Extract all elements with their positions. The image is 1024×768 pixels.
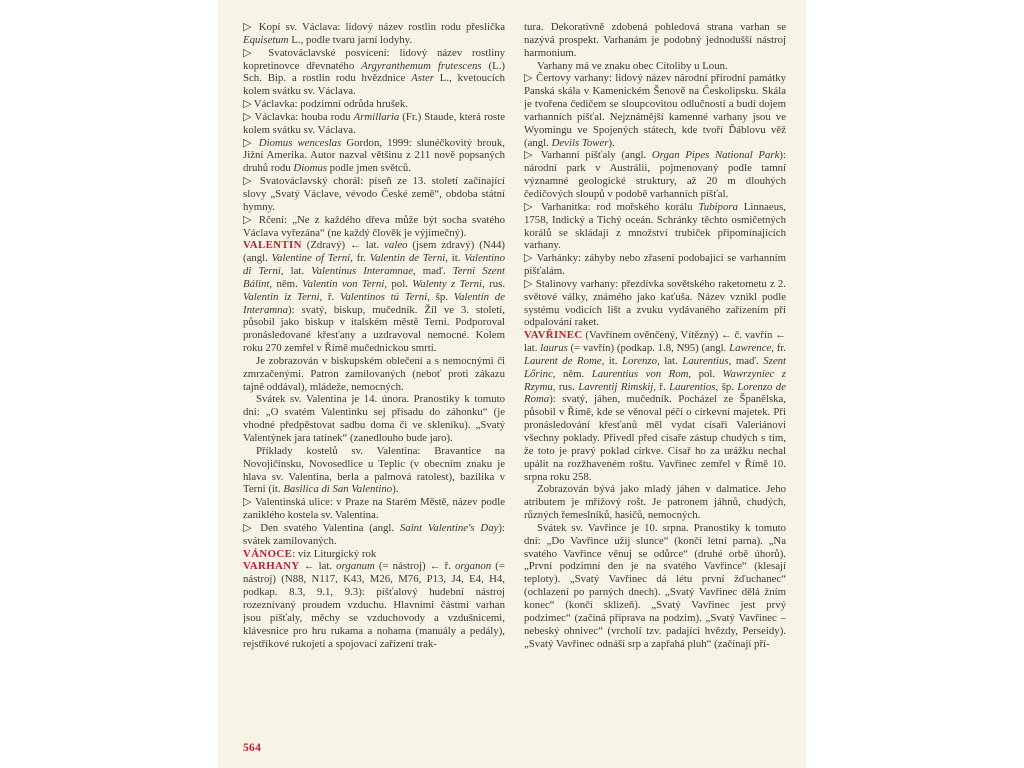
text-run: laurus — [540, 342, 568, 355]
text-run: ). — [392, 483, 399, 496]
text-run: ▷ Kopí sv. Václava: lidový název rostlin rodu přeslička — [243, 21, 505, 33]
text-run: ▷ Stalinovy varhany: přezdívka sovětského raketometu z 2. světové války, známého jako kaťuša. Název vznikl podle systému vodicích lišt a zvuku vydávaného zařízením při odpalování raket. — [524, 277, 786, 329]
paragraph — [524, 278, 786, 329]
paragraph — [524, 21, 786, 60]
paragraph — [243, 175, 505, 214]
paragraph — [524, 522, 786, 650]
text-run: Valentín de Interamna — [243, 290, 505, 316]
text-run: Je zobrazován v biskupském oblečení a s nemocnými či zmrzačenými. Patron zamilovaných (neboť proti zákazu tajně oddával), mládeže, nemocných. — [243, 354, 505, 393]
text-run: (Fr.) Staude, která roste kolem svátku sv. Václava. — [243, 110, 505, 136]
text-run: , lat. — [280, 265, 312, 278]
text-run: , fr. — [771, 342, 786, 355]
text-run: ← lat. — [299, 560, 337, 573]
paragraph — [524, 72, 786, 149]
text-run: ▷ — [243, 136, 259, 149]
text-run: Lorenzo de Roma — [524, 380, 786, 406]
book-page — [218, 0, 806, 768]
text-run: Valentin de Terni — [369, 252, 446, 265]
text-run: ): svatý, biskup, mučedník. Žil ve 3. století, působil jako biskup v italském městě Terni. Podporoval pronásledované křesťany a uzdravoval nemocné. Kolem roku 270 zemřel v Římě mučednickou smrtí. — [243, 303, 505, 355]
text-run: Lorenzo — [622, 354, 658, 367]
paragraph — [243, 445, 505, 496]
text-run: Linnaeus, 1758, Indický a Tichý oceán. Schránky těchto osmičetných korálů se skládají z množství trubiček připomínajících varhany. — [524, 200, 786, 252]
text-run: , ř. — [319, 290, 340, 303]
text-column-left — [243, 21, 505, 743]
text-run: , rus. — [552, 380, 579, 393]
text-run: Valentin iz Terni — [243, 290, 320, 303]
text-run: ▷ Václavka: podzimní odrůda hrušek. — [243, 98, 408, 111]
text-content — [243, 21, 786, 743]
paragraph — [243, 137, 505, 176]
text-run: Laurentius — [682, 354, 729, 367]
text-run: ): národní park v Austrálii, pojmenovaný podle tamní významné geologické struktury, až 20 m dlouhých čedičových sloupů v podobě varhanních píšťal. — [524, 149, 786, 200]
text-run: Zobrazován bývá jako mladý jáhen v dalmatice. Jeho atributem je mřížový rošt. Je patronem jáhnů, chudých, různých řemeslníků, hasičů, nemocných. — [524, 483, 786, 522]
paragraph — [524, 149, 786, 200]
text-run: Wawrzyniec z Rzymu — [524, 367, 786, 393]
text-run: , maď. — [728, 354, 764, 367]
text-run: , pol. — [384, 277, 413, 290]
paragraph — [524, 201, 786, 252]
paragraph — [243, 522, 505, 548]
paragraph — [243, 355, 505, 394]
entry-headword: VÁNOCE — [243, 547, 293, 560]
paragraph — [524, 329, 786, 483]
paragraph — [243, 496, 505, 522]
text-run: Basilica di San Valentino — [283, 483, 393, 496]
text-run: Lawrence — [729, 342, 772, 355]
text-run: ▷ Valentinská ulice: v Praze na Starém Městě, název podle zaniklého kostela sv. Valentina. — [243, 496, 505, 522]
text-run: ▷ Čertovy varhany: lidový název národní přírodní památky Panská skála v Kamenickém Šenově na Českolipsku. Skála je tvořena čedičem se sloupcovitou odlučností a budí dojem varhanních píšťal. Nejznámější kamenné varhany jsou ve Wyomingu ve Spojených státech, kde tvoří Ďáblovu věž (angl. — [524, 72, 786, 149]
text-run: Saint Valentine's Day — [399, 521, 499, 534]
text-run: Walenty z Terni — [412, 277, 483, 290]
text-run: Valentino di Terni — [243, 252, 505, 278]
paragraph — [524, 60, 786, 73]
text-run: Argyranthemum frutescens — [361, 59, 482, 72]
text-run: ▷ Varhanní píšťaly (angl. — [524, 149, 652, 162]
text-run: Armillaria — [353, 110, 400, 123]
text-run: , šp. — [427, 290, 454, 303]
text-run: Equisetum — [243, 33, 289, 46]
paragraph — [243, 393, 505, 444]
text-run: , ř. — [653, 380, 670, 393]
text-run: Lavrentij Rimskij — [578, 380, 654, 393]
text-run: Szent Lőrinc — [524, 354, 786, 380]
text-run: , pol. — [688, 367, 723, 380]
text-run: Diomus wenceslas — [258, 136, 342, 149]
paragraph — [243, 21, 505, 47]
text-run: Valentin von Terni — [302, 277, 385, 290]
text-run: , it. — [601, 354, 623, 367]
text-run: , šp. — [715, 380, 738, 393]
text-run: , maď. — [413, 265, 453, 278]
text-run: (Vavřínem ověnčený, Vítězný) ← č. vavřín ← lat. — [524, 329, 786, 355]
text-run: ▷ Varhánky: záhyby nebo zřasení podobající se varhanním píšťalám. — [524, 252, 786, 278]
text-run: L., kvetoucích kolem svátku sv. Václava. — [243, 72, 505, 98]
entry-headword: VAVŘINEC — [524, 329, 583, 342]
text-run: ). — [608, 136, 615, 149]
paragraph — [243, 98, 505, 111]
paragraph — [524, 483, 786, 522]
text-run: Organ Pipes National Park — [651, 149, 780, 162]
text-run: ▷ Varhanitka: rod mořského korálu — [524, 200, 699, 213]
text-run: tura. Dekorativně zdobená pohledová strana varhan se nazývá prospekt. Varhanám je podobný jednodušší nástroj harmonium. — [524, 21, 786, 59]
text-run: L., podle tvaru jarní lodyhy. — [288, 33, 413, 46]
text-run: : viz Liturgický rok — [292, 547, 377, 560]
text-run: (jsem zdravý) (N44) (angl. — [243, 239, 505, 265]
text-run: Diomus — [293, 162, 327, 175]
text-run: (Zdravý) ← lat. — [301, 239, 385, 252]
text-run: Svátek sv. Vavřince je 10. srpna. Pranostiky k tomuto dni: „Do Vavřince užij slunce“ (končí letní parna). „Na svatého Vavřince věnuj se odůrce“ (druhé orbě úhorů). „První podzimní den je na svatého Vavřince“ (klesají teploty). „Svatý Vavřinec dá létu první žďuchanec“ (ochlazení po parných dnech). „Svatý Vavřinec dělá žním konec“ (končí sklizeň). „Svatý Vavřinec jest prvý podzimec“ (začíná příprava na podzim). „Svatý Vavřinec – nebeský ohnivec“ (vrcholí tzv. padající hvězdy, Perseidy). „Svatý Vavřinec odnáší srp a zapřahá pluh“ (začínají pří- — [524, 521, 786, 650]
text-run: Aster — [411, 72, 434, 85]
paragraph — [524, 252, 786, 278]
text-run: , rus. — [482, 277, 505, 290]
text-run: valeo — [384, 239, 408, 252]
entry-headword: VARHANY — [243, 560, 300, 573]
text-run: Laurent de Rome — [524, 354, 602, 367]
text-run: Gordon, 1999: slunéčkovitý brouk, Jižní Amerika. Autor nazval většinu z 211 nově popsaných druhů rodu — [243, 136, 505, 175]
text-run: ▷ Svatováclavské posvícení: lidový název rostliny kopretinovce dřevnatého — [243, 46, 505, 72]
text-run: organum — [336, 560, 375, 573]
paragraph — [243, 560, 505, 650]
text-run: Terni Szent Bálint — [243, 265, 505, 290]
text-run: (L.) Sch. Bip. a rostlin rodu hvězdnice — [243, 59, 505, 85]
text-run: Tubipora — [698, 200, 738, 213]
paragraph — [243, 214, 505, 240]
text-run: Devils Tower — [551, 136, 609, 149]
entry-headword: VALENTIN — [243, 239, 302, 252]
text-run: Laurentius von Rom — [591, 367, 689, 380]
paragraph — [243, 111, 505, 137]
text-run: , lat. — [657, 354, 683, 367]
text-run: , něm. — [269, 277, 303, 290]
text-run: ▷ Rčení: „Ne z každého dřeva může být socha svatého Václava vyřezána“ (ne každý člověk je výjimečný). — [243, 213, 505, 239]
text-run: Valentinos tú Terni — [339, 290, 428, 303]
text-run: (= nástroj) ← ř. — [374, 560, 455, 573]
text-run: Valentinus Interamnae — [311, 265, 414, 278]
text-run: Laurentios — [669, 380, 716, 393]
text-run: Varhany má ve znaku obec Cítoliby u Loun. — [537, 59, 728, 72]
text-run: ▷ Den svatého Valentina (angl. — [243, 521, 400, 534]
paragraph — [243, 548, 505, 561]
text-run: Příklady kostelů sv. Valentina: Bravantice na Novojičínsku, Novosedlice u Teplic (v obecním znaku je hlava sv. Valentina, berla a palmová ratolest), bazilika v Terni (it. — [243, 444, 505, 496]
text-run: ): svatý, jáhen, mučedník. Pocházel ze Španělska, působil v Římě, kde se věnoval péči o církevní majetek. Při pronásledování křesťanů měl vydat císaři Valeriánovi všechny poklady. Přivedl před císaře zástup chudých s tím, že toto je pravý poklad církve. Císař ho za urážku nechal upálit na rozžhaveném roštu. Vavřinec zemřel v Římě 10. srpna roku 258. — [524, 393, 786, 483]
text-run: , něm. — [552, 367, 592, 380]
text-run: ): svátek zamilovaných. — [243, 521, 505, 547]
page-number: 564 — [243, 742, 262, 754]
text-run: , it. — [445, 252, 465, 265]
text-run: Valentine of Terni — [271, 252, 351, 265]
paragraph — [243, 239, 505, 355]
text-run: ▷ Svatováclavský chorál: píseň ze 13. století začínající slovy „Svatý Václave, vévodo České země“, obdoba státní hymny. — [243, 175, 505, 213]
text-run: ▷ Václavka: houba rodu — [243, 110, 354, 123]
text-run: (= nástroj) (N88, N117, K43, M26, M76, P13, J4, E4, H4, podkap. 8.3, 9.1, 9.3): píšťalový hudební nástroj rozeznívaný proudem vzduchu. Hlavními částmi varhan jsou píšťaly, měchy se vzduchovody a vzdušnicemi, klávesnice pro hru rukama a nohama (manuály a pedály), rejstříkové rukojeti a spojovací zařízení trak- — [243, 560, 505, 650]
text-column-right — [524, 21, 786, 743]
text-run: podle jmen světců. — [326, 162, 411, 175]
text-run: organon — [455, 560, 492, 573]
text-run: , fr. — [350, 252, 370, 265]
paragraph — [243, 47, 505, 98]
text-run: Svátek sv. Valentina je 14. února. Pranostiky k tomuto dni: „O svatém Valentinku sej přísadu do záhonku“ (je vhodné předpěstovat sadbu doma či ve skleníku). „Svatý Valentýnek jara tatínek“ (zanedlouho bude jaro). — [243, 393, 505, 444]
text-run: (= vavřín) (podkap. 1.8, N95) (angl. — [567, 342, 730, 355]
